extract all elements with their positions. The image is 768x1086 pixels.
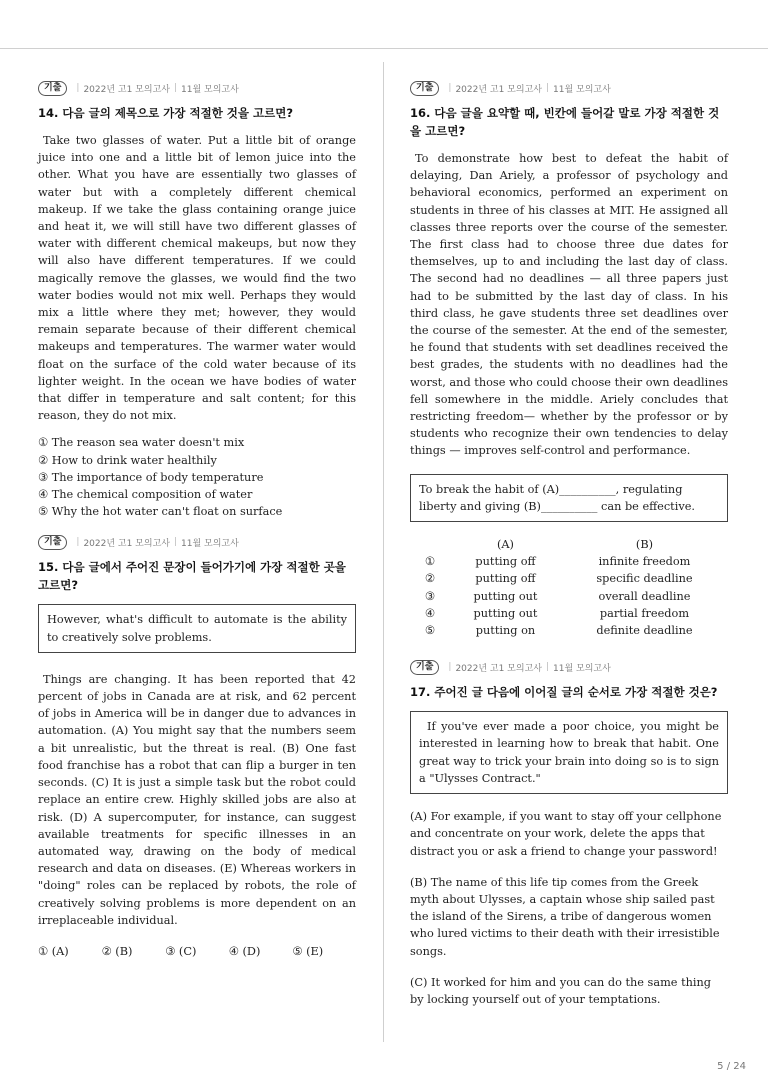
tag-month: 11월 모의고사 [553, 84, 611, 95]
header-a: (A) [496, 538, 514, 552]
option-a: putting off [475, 555, 536, 569]
source-badge: 기출 [410, 81, 439, 96]
option-number: ④ [424, 606, 436, 620]
option-number: ② [424, 572, 436, 586]
q15-passage: Things are changing. It has been reported that 42 percent of jobs in Canada are at risk, and 62 percent of jobs in America will be in danger due to advances in automation. (A) You might say that the numbers seem a bit unrealistic, but the threat is real. (B) One fast food franchise has a robot that can flip a burger in ten seconds. (C) It is just a simple task but the robot could replace an entire crew. Highly skilled jobs are also at risk. (D) A supercomputer, for instance, can suggest available treatments for specific illnesses in an automated way, drawing on the body of medical research and data on diseases. (E) Whereas workers in "doing" roles can be replaced by robots, the role of creatively solving problems is more dependent on an irreplaceable individual. [38, 672, 356, 927]
q15-option-2[interactable]: ② (B) [101, 944, 133, 958]
option-number: ① [424, 555, 436, 569]
q14-option-5[interactable]: ⑤ Why the hot water can't float on surface [38, 505, 283, 519]
tag-month: 11월 모의고사 [181, 538, 239, 549]
table-row[interactable] [410, 622, 728, 639]
option-number: ⑤ [424, 624, 436, 638]
column-divider [383, 62, 384, 1042]
page-number: 5 / 24 [717, 1061, 746, 1072]
option-b: infinite freedom [598, 555, 691, 569]
q15-options [38, 945, 356, 958]
q14-option-1[interactable]: ① The reason sea water doesn't mix [38, 436, 245, 450]
option-a: putting out [473, 606, 538, 620]
source-badge: 기출 [410, 660, 439, 675]
source-badge: 기출 [38, 535, 67, 550]
q14-option-2[interactable]: ② How to drink water healthily [38, 453, 217, 467]
left-column [38, 80, 356, 958]
q15-option-3[interactable]: ③ (C) [165, 944, 197, 958]
q15-option-5[interactable]: ⑤ (E) [292, 944, 324, 958]
tag-month: 11월 모의고사 [553, 663, 611, 674]
q14-options [38, 434, 356, 520]
tag-year: 2022년 고1 모의고사 [83, 538, 170, 549]
question-tag: 기출 | 2022년 고1 모의고사 | 11월 모의고사 [410, 80, 728, 96]
q15-option-1[interactable]: ① (A) [38, 944, 69, 958]
q14-option-3[interactable]: ③ The importance of body temperature [38, 470, 264, 484]
option-b: definite deadline [596, 624, 693, 638]
option-b: overall deadline [598, 589, 691, 603]
tag-year: 2022년 고1 모의고사 [455, 663, 542, 674]
table-row[interactable] [410, 588, 728, 605]
header-rule [0, 48, 768, 49]
option-b: partial freedom [599, 606, 690, 620]
option-a: putting off [475, 572, 536, 586]
header-b: (B) [635, 538, 654, 552]
q14-title: 14. 다음 글의 제목으로 가장 적절한 것을 고르면? [38, 106, 294, 120]
q14-passage: Take two glasses of water. Put a little bit of orange juice into one and a little bit of lemon juice into the other. What you have are essentially two glasses of water but with a completely different chemical makeup. If we take the glass containing orange juice and heat it, we will still have two different glasses of water with different chemical makeups, but now they will also have different temperatures. If we could magically remove the glasses, we would find the two water bodies would not mix well. Perhaps they would mix a little where they met; however, they would remain separate because of their different chemical makeups and temperatures. The warmer water would float on the surface of the cold water because of its lighter weight. In the ocean we have bodies of water that differ in temperature and salt content; for this reason, they do not mix. [38, 134, 356, 423]
q16-table-header [410, 536, 728, 553]
q16-summary-box: To break the habit of (A)__________, regulating liberty and giving (B)__________ can be effective. [410, 474, 728, 522]
q15-given-sentence: However, what's difficult to automate is the ability to creatively solve problems. [38, 604, 356, 652]
q17-paragraph-c: (C) It worked for him and you can do the same thing by locking yourself out of your temptations. [410, 975, 712, 1006]
option-a: putting out [473, 589, 538, 603]
tag-year: 2022년 고1 모의고사 [455, 84, 542, 95]
q15-option-4[interactable]: ④ (D) [228, 944, 261, 958]
table-row[interactable] [410, 553, 728, 570]
q14-option-4[interactable]: ④ The chemical composition of water [38, 488, 253, 502]
right-column [410, 80, 728, 1008]
table-row[interactable] [410, 605, 728, 622]
q17-paragraph-a: (A) For example, if you want to stay off your cellphone and concentrate on your work, delete the apps that distract you or ask a friend to change your password! [410, 810, 722, 858]
q17-paragraph-b: (B) The name of this life tip comes from the Greek myth about Ulysses, a captain whose ship sailed past the island of the Sirens, a tribe of dangerous women who lured victims to their death with their irresistible songs. [410, 875, 720, 958]
question-tag: 기출 | 2022년 고1 모의고사 | 11월 모의고사 [410, 659, 728, 675]
tag-month: 11월 모의고사 [181, 84, 239, 95]
option-b: specific deadline [596, 572, 693, 586]
question-tag: 기출 | 2022년 고1 모의고사 | 11월 모의고사 [38, 534, 356, 550]
question-tag: 기출 | 2022년 고1 모의고사 | 11월 모의고사 [38, 80, 356, 96]
option-a: putting on [475, 624, 536, 638]
q16-title: 16. 다음 글을 요약할 때, 빈칸에 들어갈 말로 가장 적절한 것을 고르면? [410, 106, 720, 138]
q16-answer-table [410, 536, 728, 639]
source-badge: 기출 [38, 81, 67, 96]
q16-passage: To demonstrate how best to defeat the habit of delaying, Dan Ariely, a professor of psychology and behavioral economics, performed an experiment on students in three of his classes at MIT. He assigned all classes three reports over the course of the semester. The first class had to choose three due dates for themselves, up to and including the last day of class. The second had no deadlines — all three papers just had to be submitted by the last day of class. In his third class, he gave students three set deadlines over the course of the semester. At the end of the semester, he found that students with set deadlines received the best grades, the students with no deadlines had the worst, and those who could choose their own deadlines fell somewhere in the middle. Ariely concludes that restricting freedom— whether by the professor or by students who recognize their own tendencies to delay things — improves self-control and performance. [410, 152, 728, 458]
q15-title: 15. 다음 글에서 주어진 문장이 들어가기에 가장 적절한 곳을 고르면? [38, 560, 346, 593]
q17-title: 17. 주어진 글 다음에 이어질 글의 순서로 가장 적절한 것은? [410, 685, 718, 700]
tag-year: 2022년 고1 모의고사 [83, 84, 170, 95]
q17-given-text: If you've ever made a poor choice, you might be interested in learning how to break that habit. One great way to trick your brain into doing so is to sign a "Ulysses Contract." [410, 711, 728, 794]
option-number: ③ [424, 589, 436, 603]
table-row[interactable] [410, 570, 728, 587]
